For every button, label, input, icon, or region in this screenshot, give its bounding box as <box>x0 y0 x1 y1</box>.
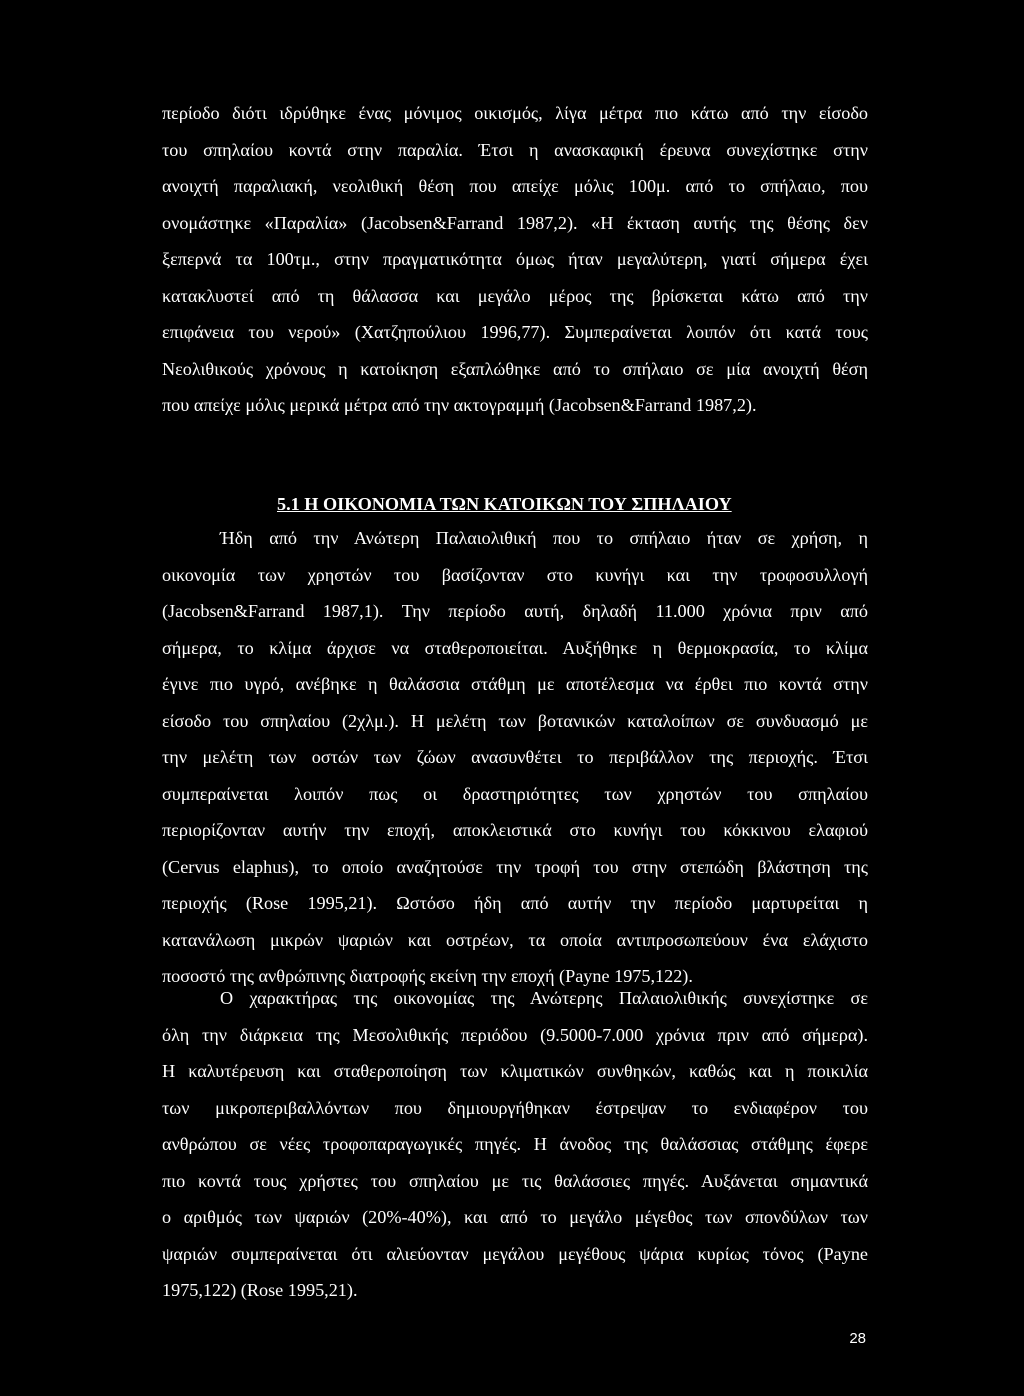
text-line: 1975,122) (Rose 1995,21). <box>162 1280 358 1300</box>
text-line: του σπηλαίου κοντά στην παραλία. Έτσι η ανασκαφική έρευνα συνεχίστηκε στην <box>162 139 868 160</box>
text-line: όλη την διάρκεια της Μεσολιθικής περιόδου (9.5000-7.000 χρόνια πριν από σήμερα). <box>162 1024 868 1045</box>
section-heading: 5.1 Η ΟΙΚΟΝΟΜΙΑ ΤΩΝ ΚΑΤΟΙΚΩΝ ΤΟΥ ΣΠΗΛΑΙΟΥ <box>277 494 732 514</box>
page-number: 28 <box>849 1330 866 1347</box>
text-line: κατανάλωση μικρών ψαριών και οστρέων, τα οποία αντιπροσωπεύουν ένα ελάχιστο <box>162 929 868 950</box>
text-line: οικονομία των χρηστών του βασίζονταν στο κυνήγι και την τροφοσυλλογή <box>162 564 868 585</box>
text-line: Ήδη από την Ανώτερη Παλαιολιθική που το σπήλαιο ήταν σε χρήση, η <box>220 528 868 548</box>
text-line: έγινε πιο υγρό, ανέβηκε η θαλάσσια στάθμη με αποτέλεσμα να έρθει πιο κοντά στην <box>162 674 868 694</box>
text-line: επιφάνεια του νερού» (Χατζηπούλιου 1996,77). Συμπεραίνεται λοιπόν ότι κατά τους <box>162 322 868 342</box>
text-line: ψαριών συμπεραίνεται ότι αλιεύονταν μεγάλου μεγέθους ψάρια κυρίως τόνος (Payne <box>162 1243 868 1264</box>
text-line: των μικροπεριβαλλόντων που δημιουργήθηκαν έστρεψαν το ενδιαφέρον του <box>162 1097 868 1118</box>
text-line: περιορίζονταν αυτήν την εποχή, αποκλειστικά στο κυνήγι του κόκκινου ελαφιού <box>162 820 868 840</box>
text-line: ο αριθμός των ψαριών (20%-40%), και από το μεγάλο μέγεθος των σπονδύλων των <box>162 1207 868 1227</box>
text-line: περίοδο διότι ιδρύθηκε ένας μόνιμος οικισμός, λίγα μέτρα πιο κάτω από την είσοδο <box>162 103 868 123</box>
text-line: ποσοστό της ανθρώπινης διατροφής εκείνη την εποχή (Payne 1975,122). <box>162 966 693 986</box>
text-line: Η καλυτέρευση και σταθεροποίηση των κλιματικών συνθηκών, καθώς και η ποικιλία <box>162 1061 868 1081</box>
text-line: ξεπερνά τα 100τμ., στην πραγματικότητα όμως ήταν μεγαλύτερη, γιατί σήμερα έχει <box>162 249 868 269</box>
paragraph-continuation <box>162 95 868 424</box>
text-line: κατακλυστεί από τη θάλασσα και μεγάλο μέρος της βρίσκεται κάτω από την <box>162 285 868 306</box>
paragraph-economy <box>162 520 868 995</box>
text-line: (Jacobsen&Farrand 1987,1). Την περίοδο αυτή, δηλαδή 11.000 χρόνια πριν από <box>162 601 868 621</box>
text-line: ονομάστηκε «Παραλία» (Jacobsen&Farrand 1987,2). «Η έκταση αυτής της θέσης δεν <box>162 212 868 233</box>
text-line: πιο κοντά τους χρήστες του σπηλαίου με τις θαλάσσιες πηγές. Αυξάνεται σημαντικά <box>162 1170 868 1191</box>
text-line: σήμερα, το κλίμα άρχισε να σταθεροποιείται. Αυξήθηκε η θερμοκρασία, το κλίμα <box>162 637 868 658</box>
text-line: Νεολιθικούς χρόνους η κατοίκηση εξαπλώθηκε από το σπήλαιο σε μία ανοιχτή θέση <box>162 358 868 379</box>
text-line: (Cervus elaphus), το οποίο αναζητούσε την τροφή του στην στεπώδη βλάστηση της <box>162 856 868 877</box>
text-line: που απείχε μόλις μερικά μέτρα από την ακτογραμμή (Jacobsen&Farrand 1987,2). <box>162 395 757 415</box>
text-line: συμπεραίνεται λοιπόν πως οι δραστηριότητες των χρηστών του σπηλαίου <box>162 783 868 804</box>
text-line: περιοχής (Rose 1995,21). Ωστόσο ήδη από αυτήν την περίοδο μαρτυρείται η <box>162 893 868 913</box>
paragraph-mesolithic <box>162 980 868 1309</box>
text-line: ανθρώπου σε νέες τροφοπαραγωγικές πηγές. Η άνοδος της θαλάσσιας στάθμης έφερε <box>162 1134 868 1154</box>
text-line: είσοδο του σπηλαίου (2χλμ.). Η μελέτη των βοτανικών καταλοίπων σε συνδυασμό με <box>162 710 868 731</box>
text-line: Ο χαρακτήρας της οικονομίας της Ανώτερης Παλαιολιθικής συνεχίστηκε σε <box>220 988 868 1008</box>
text-line: την μελέτη των οστών των ζώων ανασυνθέτει το περιβάλλον της περιοχής. Έτσι <box>162 747 868 767</box>
text-line: ανοιχτή παραλιακή, νεολιθική θέση που απείχε μόλις 100μ. από το σπήλαιο, που <box>162 176 868 196</box>
